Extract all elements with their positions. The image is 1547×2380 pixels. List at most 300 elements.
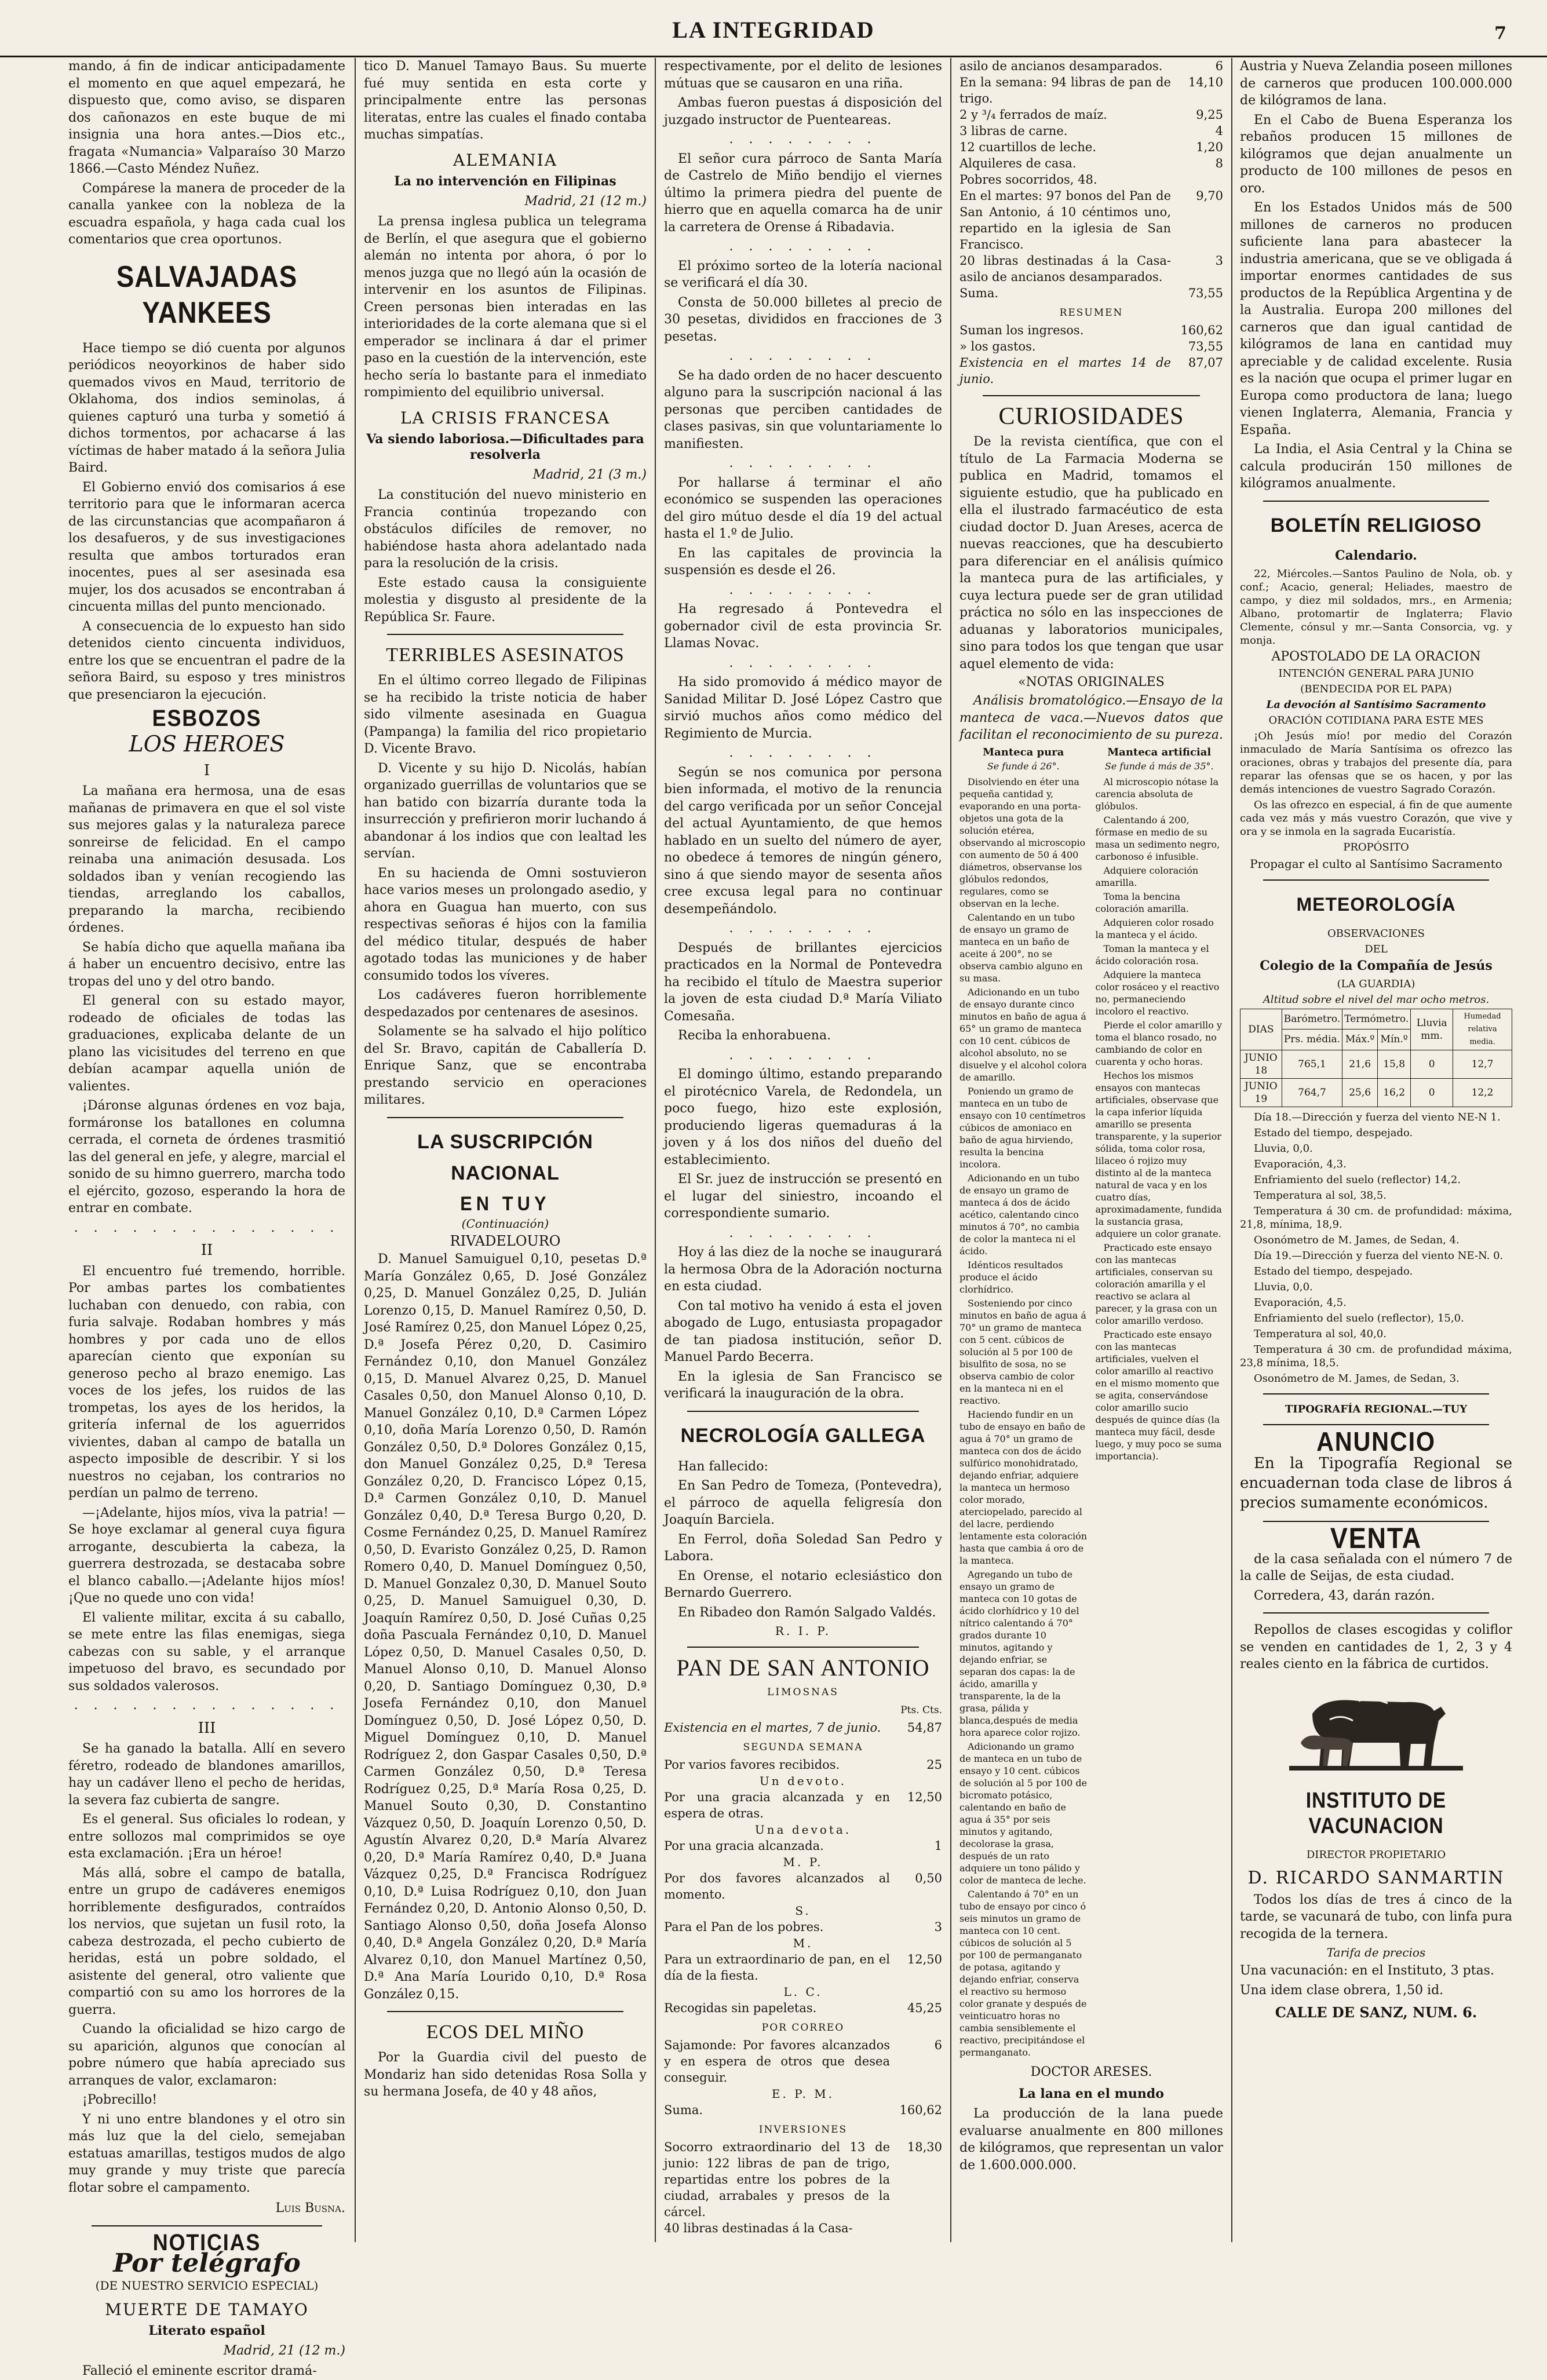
article-text: Este estado causa la consiguiente molestia y disgusto al presidente de la República Sr. Faure.	[364, 575, 647, 625]
weather-text: Estado del tiempo, despejado.	[1254, 1265, 1413, 1277]
ledger-label: Suma.	[959, 286, 999, 300]
article-text: Se ha dado orden de no hacer descuento alguno para la suscripción nacional á las personas que perciben cantidades de clases pasivas, sin que voluntariamente lo manifiesten.	[664, 368, 942, 451]
ledger-label: Por dos favores alcanzados al momento.	[664, 1871, 890, 1901]
article-text: Por hallarse á terminar el año económico se suspenden las operaciones del giro mútuo desde el día 19 del actual hasta el 1.º de Julio.	[664, 475, 942, 541]
column-unit-heading: Pts. Cts.	[900, 1704, 942, 1716]
dateline: Madrid, 21 (3 m.)	[532, 467, 647, 482]
weather-cell-hum: 12,7	[1453, 1050, 1512, 1078]
ledger-amount: 12,50	[907, 1952, 942, 1966]
advert-text: Repollos de clases escogidas y coliflor se venden en cantidades de 1, 2, 3 y 4 reales ciento en la fábrica de curtidos.	[1240, 1623, 1512, 1671]
ledger-row	[664, 1720, 942, 1736]
analysis-paragraph: Adquiere la manteca color rosáceo y el reactivo no, permaneciendo incoloro el reactivo.	[1095, 969, 1220, 1017]
article-text: Más allá, sobre el campo de batalla, entre un grupo de cadáveres enemigos horriblemente desfigurados, contraídos los nervios, que sujetan un fusil roto, la cabeza destrozada, el pecho cubierto de heridas, está un pobre soldado, el asistente del general, otro valiente que compartió con su amo los horrores de la guerra.	[68, 1866, 345, 2017]
headline-esbozos: ESBOZOS	[152, 706, 262, 731]
ledger-donor-name: Un devoto.	[759, 1773, 847, 1788]
location-note: (LA GUARDIA)	[1337, 977, 1415, 990]
ledger-amount: 1,20	[1196, 140, 1223, 154]
pure-butter-text	[959, 776, 1088, 2058]
headline-curiosidades: CURIOSIDADES	[998, 403, 1184, 430]
ledger-label: Por una gracia alcanzada.	[664, 1838, 824, 1853]
artificial-butter-column	[1096, 746, 1224, 2060]
separator-dots: . . . . . . . . . . . . . .	[74, 1220, 340, 1235]
article-text: En la iglesia de San Francisco se verificará la inauguración de la obra.	[664, 1369, 942, 1401]
headline-suscripcion-nacional: LA SUSCRIPCIÓN NACIONAL	[417, 1130, 593, 1184]
header-days: DIAS	[1240, 1009, 1282, 1050]
article-text: En las capitales de provincia la suspensión es desde el 26.	[664, 546, 942, 578]
ledger-row	[959, 74, 1223, 107]
article-text: En Orense, el notario eclesiástico don Bernardo Guerrero.	[664, 1568, 942, 1600]
analysis-paragraph: Idénticos resultados produce el ácido clorhídrico.	[959, 1259, 1063, 1295]
ledger-row	[664, 1838, 942, 1854]
article-text: Falleció el eminente escritor dramá-	[82, 2364, 317, 2378]
column-rule	[355, 58, 356, 2242]
article-text: Solamente se ha salvado el hijo político del Sr. Bravo, capitán de Caballería D. Enrique Sanz, que se encontraba prestando servicio en operaciones militares.	[364, 1024, 647, 1107]
article-text: Reciba la enhorabuena.	[678, 1028, 831, 1043]
weather-text: Osonómetro de M. James, de Sedan, 3.	[1254, 1372, 1460, 1385]
header-max: Máx.º	[1342, 1030, 1378, 1050]
weather-cell-max: 25,6	[1342, 1078, 1378, 1107]
ledger-row	[664, 1789, 942, 1821]
weather-cell-prs: 764,7	[1282, 1078, 1342, 1107]
article-text: Se ha ganado la batalla. Allí en severo féretro, rodeado de blandones amarillos, hay un cadáver lleno el pecho de heridas, la severa faz cubierta de sangre.	[68, 1742, 345, 1808]
analysis-paragraph: Adicionando en un tubo de ensayo un gramo de manteca á dos de ácido acético, calentando cinco minutos á 70°, no cambia de color la manteca ni el ácido.	[959, 1172, 1080, 1257]
advert-text: de la casa señalada con el número 7 de la calle de Seijas, de esta ciudad.	[1240, 1552, 1512, 1583]
ledger-donor-name: M.	[793, 1936, 813, 1950]
ledger-donor-name: Una devota.	[754, 1822, 852, 1837]
weather-text: Estado del tiempo, despejado.	[1254, 1126, 1413, 1139]
separator-rule	[687, 1411, 919, 1412]
article-text: Se había dicho que aquella mañana iba á haber un encuentro decisivo, entre las tropas del uno y del otro bando.	[68, 940, 345, 989]
prayer-text: Os las ofrezco en especial, á fin de que aumente cada vez más y más vuestro Corazón, que vive y ora y se inmola en la sagrada Eucaristía.	[1240, 798, 1512, 838]
ledger-row	[664, 1757, 942, 1773]
college-name: Colegio de la Compañía de Jesús	[1260, 958, 1493, 973]
separator-dots: . . . . . . . .	[729, 746, 877, 760]
ledger-row	[664, 1919, 942, 1935]
ledger-label: 3 libras de carne.	[959, 124, 1068, 138]
ledger-amount: 6	[934, 2038, 942, 2052]
ledger-donor	[664, 1984, 942, 2000]
dateline: Madrid, 21 (12 m.)	[223, 2343, 345, 2358]
separator-rule	[1263, 501, 1489, 502]
article-text: El valiente militar, excita á su caballo, se mete entre las filas enemigas, siega cabezas con su sable, y el arranque impetuoso del bravo, es secundado por sus soldados valerosos.	[68, 1610, 345, 1693]
ledger-label: 40 libras destinadas á la Casa-	[664, 2221, 853, 2235]
headline-noticias: NOTICIAS	[152, 2229, 261, 2255]
headline-muerte-tamayo: MUERTE DE TAMAYO	[105, 2299, 309, 2319]
page-number: 7	[1494, 23, 1506, 43]
ledger-amount: 45,25	[907, 2001, 942, 2015]
ledger-donor	[664, 1935, 942, 1951]
article-text: En Ribadeo don Ramón Salgado Valdés.	[678, 1605, 936, 1620]
article-text: ¡Dáronse algunas órdenes en voz baja, formáronse los batallones en columna cerrada, el corneta de órdenes trasmitió las del general en jefe, y alegre, marcial el sonido de su himno guerrero, marcha todo el ejército, gozoso, esperando la hora de entrar en combate.	[68, 1098, 345, 1215]
article-text: Hace tiempo se dió cuenta por algunos periódicos neoyorkinos de haber sido quemados vivos en Maud, territorio de Oklahoma, dos indios seminolas, á quienes capturó una turba y sometió á dichos tormentos, por achacarse á las víctimas de haber matado á la señora Julia Baird.	[68, 341, 345, 475]
article-text: tico D. Manuel Tamayo Baus. Su muerte fué muy sentida en esta corte y principalmente entre las personas literatas, entre las cuales el finado contaba muchas simpatías.	[364, 59, 647, 142]
altitude-note: Altitud sobre el nivel del mar ocho metros.	[1263, 993, 1490, 1006]
ledger-amount: 160,62	[1180, 323, 1223, 337]
ledger-donor-name: S.	[795, 1903, 811, 1918]
ledger-label: Por varios favores recibidos.	[664, 1757, 840, 1772]
ledger-amount: 9,25	[1196, 108, 1223, 122]
cow-and-calf-illustration	[1289, 1679, 1463, 1777]
analysis-paragraph: Adicionando en un tubo de ensayo durante cinco minutos en baño de agua á 65° un gramo de manteca con 10 cent. cúbicos de alcohol absoluto, no se disuelve y el alcohol colora de amarillo.	[959, 986, 1087, 1083]
purpose-heading: PROPÓSITO	[1343, 841, 1409, 853]
ledger-label: En el martes: 97 bonos del Pan de San Antonio, á 10 céntimos uno, repartido en la iglesia de San Francisco.	[959, 189, 1171, 251]
separator-dots: . . . . . . . .	[729, 1047, 877, 1063]
masthead	[0, 0, 1547, 57]
ledger-row	[959, 107, 1223, 123]
weather-cell-ll: 0	[1411, 1050, 1453, 1078]
separator-rule	[92, 2225, 322, 2226]
weather-cell-dia: JUNIO 18	[1240, 1050, 1282, 1078]
separator-rule	[387, 634, 623, 635]
ledger-donor-name: M. P.	[783, 1855, 823, 1869]
ledger-label: » los gastos.	[959, 340, 1036, 353]
separator-dots: . . . . . . . .	[729, 1225, 877, 1240]
comparison-columns	[959, 746, 1223, 2060]
ledger-row	[664, 1951, 942, 1984]
separator-dots: . . . . . . . .	[729, 349, 877, 363]
headline-por-telegrafo: Por telégrafo	[113, 2248, 301, 2278]
analysis-paragraph: Agregando un tubo de ensayo un gramo de manteca con 10 gotas de ácido clorhídrico y 10 del nítrico calentando á 70° grados durante 10 minutos, agitando y dejando enfriar, se separan dos capas: la de ácido, amarilla y transparente, la de la grasa, pálida y blanca,después de media hora aparece color rojizo.	[959, 1568, 1081, 1738]
ledger-amount: 4	[1215, 124, 1223, 138]
header-rain: Lluvia mm.	[1411, 1009, 1453, 1050]
article-text: A consecuencia de lo expuesto han sido detenidos ciento cincuenta individuos, entre los que se encuentran el padre de la señora Baird, su esposo y tres ministros que presenciaron la ejecución.	[68, 619, 345, 702]
apostolado-heading: APOSTOLADO DE LA ORACION	[1271, 649, 1481, 664]
article-text: Y ni uno entre blandones y el otro sin más luz que la del cielo, semejaban estatuas amarillas, testigos mudos de algo muy grande y muy triste que parecía flotar sobre el campamento.	[68, 2112, 345, 2195]
analysis-paragraph: Practicado este ensayo con las mantecas artificiales, conservan su coloración amarilla y el reactivo se aclara al parecer, y la grasa con un color amarillo verdoso.	[1095, 1242, 1217, 1326]
article-text: El Sr. juez de instrucción se presentó en el lugar del siniestro, incoando el correspondiente sumario.	[664, 1172, 942, 1221]
ledger-row	[959, 123, 1223, 139]
ledger-label: Existencia en el martes 14 de junio.	[959, 356, 1171, 386]
ledger-amount: 73,55	[1188, 340, 1223, 353]
weather-text: Osonómetro de M. James, de Sedan, 4.	[1254, 1233, 1460, 1246]
separator-rule	[1263, 1393, 1489, 1395]
weather-cell-hum: 12,2	[1453, 1078, 1512, 1107]
analysis-paragraph: Calentando á 70° en un tubo de ensayo por cinco ó seis minutos un gramo de manteca con 10 cent. cúbicos de solución al 5 por 100 de permanganato de potasa, agitando y dejando enfriar, conserva el reactivo su hermoso color granate y después de veinticuatro horas no cambia sensiblemente el reactivo, precipitándose el permanganato.	[959, 1888, 1087, 2058]
weather-cell-min: 15,8	[1378, 1050, 1411, 1078]
article-text: Hoy á las diez de la noche se inaugurará la hermosa Obra de la Adoración nocturna en esta ciudad.	[664, 1245, 942, 1294]
article-text: Con tal motivo ha venido á esta el joven abogado de Lugo, entusiasta propagador de tan piadosa institución, señor D. Manuel Pardo Becerra.	[664, 1298, 942, 1364]
article-text: Ha sido promovido á médico mayor de Sanidad Militar D. José López Castro que sirvió muchos años como médico del Regimiento de Murcia.	[664, 675, 942, 741]
analysis-paragraph: Adicionando un gramo de manteca en un tubo de ensayo y 10 cent. cúbicos de solución al 5 por 100 de bicromato potásico, calentando en baño de agua á 35° por seis minutos y agitando, decolorase la grasa, después de un rato adquiere un tono pálido y color de manteca de leche.	[959, 1740, 1088, 1886]
weather-cell-prs: 765,1	[1282, 1050, 1342, 1078]
ledger-label: 12 cuartillos de leche.	[959, 140, 1097, 154]
ledger-donor	[664, 1773, 942, 1789]
weather-text: Temperatura á 30 cm. de profundidad: máxima, 21,8, mínima, 18,9.	[1240, 1204, 1512, 1231]
headline-boletin-religioso: BOLETÍN RELIGIOSO	[1270, 514, 1482, 536]
ledger-row	[664, 2037, 942, 2086]
analysis-paragraph: Sosteniendo por cinco minutos en baño de agua á 70° un gramo de manteca con 5 cent. cúbicos de solución al 5 por 100 de bisulfito de sosa, no se observa cambio de color en la manteca ni en el reactivo.	[959, 1297, 1086, 1406]
ledger-label: asilo de ancianos desamparados.	[959, 59, 1163, 73]
weather-text: Enfriamiento del suelo (reflector) 14,2.	[1254, 1173, 1461, 1186]
ledger-donor	[664, 1821, 942, 1838]
column-rule	[1231, 58, 1232, 2242]
ledger-amount: 12,50	[907, 1790, 942, 1804]
ledger-section	[664, 2016, 942, 2037]
price-line: Una vacunación: en el Instituto, 3 ptas.	[1240, 1963, 1494, 1978]
column-5	[1240, 58, 1512, 2242]
ledger-row	[664, 2139, 942, 2220]
ledger-amount: 6	[1215, 59, 1223, 73]
weather-text: Evaporación, 4,3.	[1254, 1158, 1347, 1170]
address: CALLE DE SANZ, NUM. 6.	[1275, 2004, 1477, 2021]
separator-dots: . . . . . . . .	[729, 582, 877, 597]
service-note: (DE NUESTRO SERVICIO ESPECIAL)	[95, 2278, 319, 2293]
section-number: III	[198, 1719, 216, 1737]
weather-text: Día 18.—Dirección y fuerza del viento NE-N 1.	[1254, 1111, 1501, 1123]
observations-heading: OBSERVACIONES	[1327, 927, 1425, 940]
separator-dots: . . . . . . . .	[729, 655, 877, 670]
del-label: DEL	[1364, 943, 1388, 955]
donor-list: D. Manuel Samuiguel 0,10, pesetas D.ª María González 0,65, D. José González 0,25, D. Manuel González 0,25, D. Julián Lorenzo 0,15, D. Manuel Ramírez 0,50, D. José Ramírez 0,25, don Manuel López 0,25, D.ª Josefa Pérez 0,20, D. Casimiro Fernández 0,10, don Manuel González 0,15, D. Manuel Alvarez 0,25, D. Manuel Casales 0,50, don Manuel Alonso 0,10, D. Manuel González 0,10, D.ª Carmen López 0,10, doña María Lorenzo 0,50, D. Ramón González 0,50, D.ª Dolores González 0,15, don Manuel González 0,25, D.ª Teresa González 0,20, D. Francisco López 0,15, D.ª Carmen González 0,10, D. Manuel González 0,40, D.ª Teresa Burgo 0,20, D. Cosme Fernández 0,25, D. Manuel Ramírez 0,50, D. Evaristo González 0,25, D. Ramon Romero 0,40, D. Manuel Domínguez 0,50, D. Manuel Gonzalez 0,30, D. Manuel Souto 0,25, D. Manuel Samuiguel 0,30, D. Joaquín Ramírez 0,50, D. José Cuñas 0,25 doña Pascuala Fernández 0,10, D. Manuel López 0,50, D. Manuel Casales 0,50, D. Manuel Alonso 0,10, D. Manuel Alonso 0,20, D. Santiago Domínguez 0,30, D.ª Josefa Fernández 0,10, don Manuel Domínguez 0,50, D. José López 0,50, D. Miguel Domínguez 0,10, D. Manuel Rodríguez 2, don Gaspar Casales 0,50, D.ª Carmen González 0,50, D.ª Teresa Rodríguez 0,25, D.ª María Rosa 0,25, D. Manuel Souto 0,30, D. Constantino Vázquez 0,50, D. Joaquín Lorenzo 0,50, D. Agustín Alvarez 0,20, D.ª María Alvarez 0,20, D.ª María Ramírez 0,40, D.ª Juana Vázquez 0,25, D.ª Francisca Rodríguez 0,10, D.ª Luisa Rodríguez 0,10, don Juan Fernández 0,20, D. Antonio Alonso 0,50, D. Santiago Alonso 0,50, doña Josefa Alonso 0,40, D.ª Angela González 0,20, D.ª María Alvarez 0,10, don Manuel Martínez 0,50, D.ª Ana María Lourido 0,10, D.ª Rosa González 0,15.	[364, 1252, 647, 2002]
price-line: Una idem clase obrera, 1,50 id.	[1240, 1983, 1444, 1998]
ledger-amount: 25	[926, 1757, 942, 1772]
advert-text: Corredera, 43, darán razón.	[1254, 1588, 1435, 1603]
papal-note: (BENDECIDA POR EL PAPA)	[1300, 682, 1452, 695]
ledger-amount: 14,10	[1188, 75, 1223, 89]
headline-alemania: ALEMANIA	[453, 150, 557, 170]
separator-rule	[387, 1117, 623, 1118]
article-text: Austria y Nueva Zelandia poseen millones de carneros que producen 100.000.000 de kilógramos de lana.	[1240, 59, 1512, 108]
advert-text: En la Tipografía Regional se encuadernan toda clase de libros á precios sumamente económicos.	[1240, 1455, 1512, 1512]
separator-dots: . . . . . . . . . . . . . .	[74, 1698, 340, 1713]
ledger-row	[959, 188, 1223, 253]
header-humidity: Humedad relativa media.	[1453, 1009, 1512, 1050]
ledger-section-label: INVERSIONES	[758, 2123, 848, 2136]
headline-terribles-asesinatos: TERRIBLES ASESINATOS	[386, 644, 625, 666]
ledger-label: 20 libras destinadas á la Casa-asilo de ancianos desamparados.	[959, 254, 1171, 284]
ledger-row	[959, 171, 1223, 188]
intention-heading: INTENCIÓN GENERAL PARA JUNIO	[1278, 667, 1474, 680]
analysis-paragraph: Disolviendo en éter una pequeña cantidad y, evaporando en una porta-objetos una gota de la solución etérea, observando al microscopio con aumento de 50 á 400 diámetros, observanse los glóbulos redondos, regulares, como se observan en la leche.	[959, 776, 1086, 909]
weather-text: Temperatura al sol, 40,0.	[1254, 1327, 1387, 1340]
ledger-section	[664, 2118, 942, 2139]
article-text: En el Cabo de Buena Esperanza los rebaños producen 15 millones de kilógramos que dejan anualmente un producto de 100 millones de pesos en oro.	[1240, 112, 1512, 196]
headline-pan-san-antonio: PAN DE SAN ANTONIO	[676, 1655, 930, 1681]
weather-cell-dia: JUNIO 19	[1240, 1078, 1282, 1107]
column-1	[68, 58, 345, 2378]
weather-cell-min: 16,2	[1378, 1078, 1411, 1107]
separator-dots: . . . . . . . .	[729, 456, 877, 470]
section-number: II	[200, 1242, 213, 1259]
article-text: Han fallecido:	[678, 1459, 768, 1474]
article-text: En los Estados Unidos más de 500 millones de carneros no producen suficiente lana para abastecer la industria americana, que se ve obligada á importar enormes cantidades de sus productos de la República Argentina y de la Australia. Europa 200 millones del carneros que dan igual cantidad de kilógramos de lana en cantidad muy apreciable y de calidad excelente. Rusia es la nación que ocupa el primer lugar en Europa como productora de lana; luego vienen Inglaterra, Alemania, Francia y España.	[1240, 200, 1512, 437]
limosnas-heading: LIMOSNAS	[767, 1687, 839, 1698]
ledger-section-label: RESUMEN	[1059, 307, 1123, 319]
analysis-paragraph: Adquiere coloración amarilla.	[1095, 864, 1199, 888]
ledger-amount: 3	[1215, 254, 1223, 268]
ledger-row	[959, 285, 1223, 301]
article-text: El próximo sorteo de la lotería nacional se verificará el día 30.	[664, 258, 942, 290]
weather-row	[1240, 1050, 1512, 1078]
ledger-label: 2 y ³/₄ ferrados de maíz.	[959, 108, 1107, 122]
alms-ledger-continued	[959, 58, 1223, 387]
ledger-amount: 8	[1215, 156, 1223, 170]
ledger-section-label: POR CORREO	[761, 2021, 845, 2034]
subheadline: La no intervención en Filipinas	[394, 173, 616, 189]
separator-rule	[1263, 1424, 1489, 1425]
separator-rule	[687, 1647, 919, 1648]
ledger-amount: 160,62	[899, 2102, 942, 2117]
ledger-amount: 73,55	[1188, 286, 1223, 300]
devotion-title: La devoción al Santísimo Sacramento	[1266, 698, 1486, 711]
article-text: Según se nos comunica por persona bien informada, el motivo de la renuncia del cargo verificada por un señor Concejal del actual Ayuntamiento, de que hemos hablado en un suelto del número de ayer, no obedece á temores de ningún género, sino á que siendo mayor de sesenta años cree excusa legal para no continuar desempeñándolo.	[664, 765, 942, 917]
analysis-paragraph: Poniendo un gramo de manteca en un tubo de ensayo con 10 centímetros cúbicos de amoniaco en baño de agua hirviendo, resulta la bencina incolora.	[959, 1085, 1086, 1170]
article-text: D. Vicente y su hijo D. Nicolás, habían organizado guerrillas de voluntarios que se han batido con bizarría durante toda la insurrección y prefirieron morir luchando á abandonar á los indios que con lealtad les servían.	[364, 761, 647, 861]
ledger-row	[959, 338, 1223, 355]
ledger-label: Para el Pan de los pobres.	[664, 1919, 824, 1934]
artificial-butter-text	[1096, 776, 1224, 1462]
article-text: La prensa inglesa publica un telegrama de Berlín, el que asegura que el gobierno alemán no intenta por ahora, ó por lo menos juzga que no llegó aún la ocasión de intervenir en los asuntos de Filipinas. Creen personas bien interadas en las interioridades de la corte alemana que si el emperador se inclinara á dar el primer paso en la cuestión de la intervención, este hecho sería lo bastante para el inmediato rompimiento del equilibrio universal.	[364, 214, 647, 400]
headline-necrologia: NECROLOGÍA GALLEGA	[680, 1424, 926, 1447]
separator-rule	[1263, 879, 1489, 881]
ledger-amount: 0,50	[915, 1871, 942, 1885]
column-2	[364, 58, 647, 2242]
ledger-row	[959, 58, 1223, 74]
article-text: El señor cura párroco de Santa María de Castrelo de Miño bendijo el viernes último la primera piedra del puente de hierro que en aquella comarca ha de unir la carretera de Orense á Ribadavia.	[664, 151, 942, 235]
headline-crisis-francesa: LA CRISIS FRANCESA	[400, 408, 611, 428]
ledger-amount	[1171, 171, 1223, 188]
pure-butter-heading: Manteca pura	[983, 746, 1064, 758]
analysis-paragraph: Calentando en un tubo de ensayo un gramo de manteca en un baño de aceite á 200°, no se observa cambio alguno en su masa.	[959, 911, 1083, 984]
header-pressure: Prs. média.	[1282, 1030, 1342, 1050]
header-min: Mín.º	[1378, 1030, 1411, 1050]
ledger-donor-name: E. P. M.	[771, 2086, 835, 2101]
pure-butter-column	[959, 746, 1088, 2060]
weather-row	[1240, 1078, 1512, 1107]
analysis-paragraph: Toman la manteca y el ácido coloración rosa.	[1095, 943, 1209, 966]
ledger-amount: 87,07	[1188, 356, 1223, 370]
analysis-paragraph: Al microscopio nótase la carencia absoluta de glóbulos.	[1095, 776, 1218, 812]
weather-table	[1240, 1009, 1512, 1107]
headline-anuncio: ANUNCIO	[1316, 1426, 1436, 1457]
advert-text: Todos los días de tres á cinco de la tarde, se vacunará de tubo, con linfa pura recogida de la ternera.	[1240, 1892, 1512, 1941]
weather-text: Evaporación, 4,5.	[1254, 1296, 1347, 1309]
article-text: respectivamente, por el delito de lesiones mútuas que se causaron en una riña.	[664, 59, 942, 91]
ledger-donor	[664, 1903, 942, 1919]
weather-cell-ll: 0	[1411, 1078, 1453, 1107]
continuation-note: (Continuación)	[461, 1217, 549, 1231]
headline-ecos-del-mino: ECOS DEL MIÑO	[426, 2021, 585, 2043]
rip: R. I. P.	[775, 1624, 831, 1638]
calendar-heading: Calendario.	[1335, 547, 1417, 563]
article-text: Consta de 50.000 billetes al precio de 30 pesetas, divididos en fracciones de 3 pesetas.	[664, 295, 942, 344]
weather-text: Lluvia, 0,0.	[1254, 1142, 1313, 1155]
ledger-row	[959, 322, 1223, 338]
ledger-donor-name: L. C.	[783, 1984, 823, 1999]
ledger-label: Alquileres de casa.	[959, 156, 1077, 170]
headline-salvajadas: SALVAJADAS YANKEES	[116, 260, 298, 330]
article-text: El general con su estado mayor, rodeado de oficiales de todas las graduaciones, explicaba delante de un plano las vicisitudes del terreno en que debían acampar aquella unión de valientes.	[68, 994, 345, 1094]
article-text: De la revista científica, que con el título de La Farmacia Moderna se publica en Madrid, tomamos el siguiente estudio, que ha publicado en ella el ilustrado farmacéutico de esta ciudad doctor D. Juan Areses, acerca de nuevas reacciones, que ha descubierto para diferenciar en el análisis químico la manteca pura de las artificiales, y cuya lectura puede ser de gran utilidad práctica no sólo en las inspecciones de aduanas y laboratorios municipales, sino para todos los que tengan que usar aquel elemento de vida:	[959, 435, 1223, 671]
pure-butter-melting: Se funde á 26°.	[987, 760, 1060, 772]
notes-heading: «NOTAS ORIGINALES	[1018, 675, 1165, 689]
article-text: En Ferrol, doña Soledad San Pedro y Labora.	[664, 1532, 942, 1564]
article-text: Es el general. Sus oficiales lo rodean, y entre sollozos mal comprimidos se oye esta exclamación. ¡Era un héroe!	[68, 1812, 345, 1861]
article-text: La mañana era hermosa, una de esas mañanas de primavera en que el sol viste sus mejores galas y la naturaleza parece sonreirse de felicidad. En el campo reinaba una animación desusada. Los soldados iban y venían recogiendo las tiendas, arreglando los caballos, preparando la marcha, recibiendo órdenes.	[68, 784, 345, 935]
separator-rule	[1263, 1612, 1489, 1614]
ledger-label: Para un extraordinario de pan, en el día de la fiesta.	[664, 1952, 890, 1983]
purpose-text: Propagar el culto al Santísimo Sacramento	[1250, 856, 1502, 871]
headline-instituto-vacunacion: INSTITUTO DE VACUNACION	[1305, 1788, 1447, 1838]
header-thermometer: Termómetro.	[1342, 1009, 1411, 1030]
headline-los-heroes: LOS HEROES	[129, 731, 285, 757]
column-rule	[655, 58, 656, 2242]
analysis-paragraph: Haciendo fundir en un tubo de ensayo en baño de agua á 70° un gramo de manteca con dos de ácido sulfúrico monohidratado, dejando enfriar, adquiere la manteca un hermoso color morado, aterciopelado, parecido al del lacre, perdiendo lentamente esta coloración hasta que cambia á oro de la manteca.	[959, 1408, 1088, 1566]
separator-rule	[983, 395, 1200, 396]
article-text: Los cadáveres fueron horriblemente despedazados por centenares de asesinos.	[364, 988, 647, 1020]
ledger-label: En la semana: 94 libras de pan de trigo.	[959, 75, 1171, 105]
article-text: Compárese la manera de proceder de la canalla yankee con la nobleza de la escuadra española, y haga cada cual los comentarios que crea oportunos.	[68, 181, 345, 247]
ledger-donor	[664, 2086, 942, 2102]
article-text: Por la Guardia civil del puesto de Mondariz han sido detenidas Rosa Solla y su hermana Josefa, de 40 y 48 años,	[364, 2050, 647, 2099]
ledger-row	[959, 355, 1223, 387]
printer-name: TIPOGRAFÍA REGIONAL.—TUY	[1285, 1403, 1468, 1415]
signature: DOCTOR ARESES.	[1030, 2064, 1152, 2079]
newspaper-title: LA INTEGRIDAD	[672, 17, 875, 43]
ledger-row	[664, 2102, 942, 2118]
analysis-paragraph: Toma la bencina coloración amarilla.	[1095, 890, 1190, 914]
section-number: I	[203, 761, 210, 779]
ledger-label: Existencia en el martes, 7 de junio.	[664, 1720, 881, 1735]
prayer-text: ¡Oh Jesús mío! por medio del Corazón inmaculado de María Santísima os ofrezco las oraciones, obras y trabajos del presente día, para reparar las ofensas que se os hacen, y por las demás intenciones de vuestro Sagrado Corazón.	[1240, 729, 1512, 795]
ledger-amount: 3	[934, 1919, 942, 1934]
article-text: La constitución del nuevo ministerio en Francia continúa tropezando con obstáculos difíciles de remover, no habiéndose hasta ahora adelantado nada para la resolución de la crisis.	[364, 488, 647, 571]
separator-dots: . . . . . . . .	[729, 921, 877, 936]
artificial-butter-melting: Se funde á más de 35°.	[1104, 760, 1214, 772]
article-text: El encuentro fué tremendo, horrible. Por ambas partes los combatientes luchaban con denuedo, con rabia, con furia salvaje. Rodaban hombres y más hombres y por cada uno de ellos aparecían ciento que exponían su generoso pecho al brazo enemigo. Las voces de los jefes, los ruidos de las trompetas, los ayes de los heridos, la gritería infernal de los aguerridos vivientes, daban al campo de batalla un aspecto imposible de describir. Y si los nuestros no cejaban, los contrarios no perdían un palmo de terreno.	[68, 1264, 345, 1501]
analysis-paragraph: Practicado este ensayo con las mantecas artificiales, vuelven el color amarillo al reactivo en el mismo momento que se agita, conservándose color amarillo sucio después de quince días (la manteca muy fácil, desde luego, y muy poco se suma importancia).	[1095, 1328, 1222, 1462]
headline-meteorologia: METEOROLOGÍA	[1296, 893, 1456, 915]
article-text: En el último correo llegado de Filipinas se ha recibido la triste noticia de haber sido vilmente asesinada en Guagua (Pampanga) la familia del rico propietario D. Vicente Bravo.	[364, 673, 647, 756]
ledger-label: Suma.	[664, 2102, 703, 2117]
subheadline: Va siendo laboriosa.—Dificultades para resolverla	[366, 431, 644, 462]
weather-text: Temperatura al sol, 38,5.	[1254, 1189, 1387, 1202]
headline-venta: VENTA	[1330, 1522, 1422, 1554]
weather-cell-max: 21,6	[1342, 1050, 1378, 1078]
column-4	[959, 58, 1223, 2242]
ledger-amount: 54,87	[907, 1720, 942, 1735]
article-text: La producción de la lana puede evaluarse anualmente en 800 millones de kilógramos, que representan un valor de 1.600.000.000.	[959, 2107, 1223, 2173]
article-text: Cuando la oficialidad se hizo cargo de su aparición, algunos que conocían al pobre número que había apreciado sus arranques de valor, exclamaron:	[68, 2022, 345, 2088]
notes-subtitle: Análisis bromatológico.—Ensayo de la manteca de vaca.—Nuevos datos que facilitan el reconocimiento de su pureza.	[959, 693, 1223, 742]
calendar-text: 22, Miércoles.—Santos Paulino de Nola, ob. y conf.; Acacio, general; Heliades, maestro de campo, y diez mil soldados, mrs., en Armenia; Albano, protomartir de Inglaterra; Flavio Clemente, cónsul y mr.—Santa Consorcia, vg. y monja.	[1240, 567, 1512, 647]
article-text: En su hacienda de Omni sostuvieron hace varios meses un prolongado asedio, y ahora en Guagua han muerto, con sus respectivas señoras é hijos con la familia del médico titular, después de haber agotado todas las municiones y de haber consumido todos los víveres.	[364, 866, 647, 983]
artificial-butter-heading: Manteca artificial	[1107, 746, 1212, 758]
article-text: —¡Adelante, hijos míos, viva la patria! —Se hoye exclamar al general cuya figura arrogante, descubierta la cabeza, la guerrera destrozada, se destacaba sobre el blanco caballo.—¡Adelante hijos míos! ¡Que no quede uno con vida!	[68, 1505, 345, 1605]
separator-rule	[387, 2011, 623, 2012]
ledger-row	[664, 2000, 942, 2016]
ledger-amount: 1	[934, 1838, 942, 1853]
article-text: mando, á fin de indicar anticipadamente el momento en que aquel empezará, he dispuesto que, como aviso, se disparen dos cañonazos en este buque de mi insignia una hora antes.—Dios etc., fragata «Numancia» Valparaíso 30 Marzo 1866.—Casto Méndez Nuñez.	[68, 59, 345, 176]
analysis-paragraph: Pierde el color amarillo y toma el blanco rosado, no cambiando de color en cuarenta y ocho horas.	[1095, 1019, 1223, 1067]
analysis-paragraph: Hechos los mismos ensayos con mantecas artificiales, observase que la capa inferior líquida amarillo se presenta transparente, y la superior sólida, toma color rosa, lilaceo ó rojizo muy distinto al de la manteca natural de vaca y en los cuatro días, aproximadamente, fundida la sustancia grasa, adquiere un color granate.	[1095, 1069, 1222, 1239]
ledger-row	[959, 139, 1223, 155]
separator-dots: . . . . . . . .	[729, 239, 877, 254]
column-3	[664, 58, 942, 2242]
ledger-label: Socorro extraordinario del 13 de junio: 122 libras de pan de trigo, repartidas entre los pobres de la ciudad, arrabales y presos de la cárcel.	[664, 2140, 890, 2219]
header-barometer: Barómetro.	[1282, 1009, 1342, 1030]
weather-text: Lluvia, 0,0.	[1254, 1280, 1313, 1293]
director-name: D. RICARDO SANMARTIN	[1247, 1867, 1505, 1888]
ledger-amount	[890, 2220, 942, 2236]
ledger-row	[959, 253, 1223, 285]
analysis-paragraph: Calentando á 200, fórmase en medio de su masa un sedimento negro, carbonoso é infusible.	[1095, 814, 1220, 862]
article-text: Ha regresado á Pontevedra el gobernador civil de esta provincia Sr. Llamas Novac.	[664, 602, 942, 651]
ledger-row	[664, 1870, 942, 1903]
ledger-section	[664, 1736, 942, 1757]
ledger-label: Por una gracia alcanzada y en espera de otras.	[664, 1790, 890, 1820]
ledger-label: Pobres socorridos, 48.	[959, 173, 1097, 187]
